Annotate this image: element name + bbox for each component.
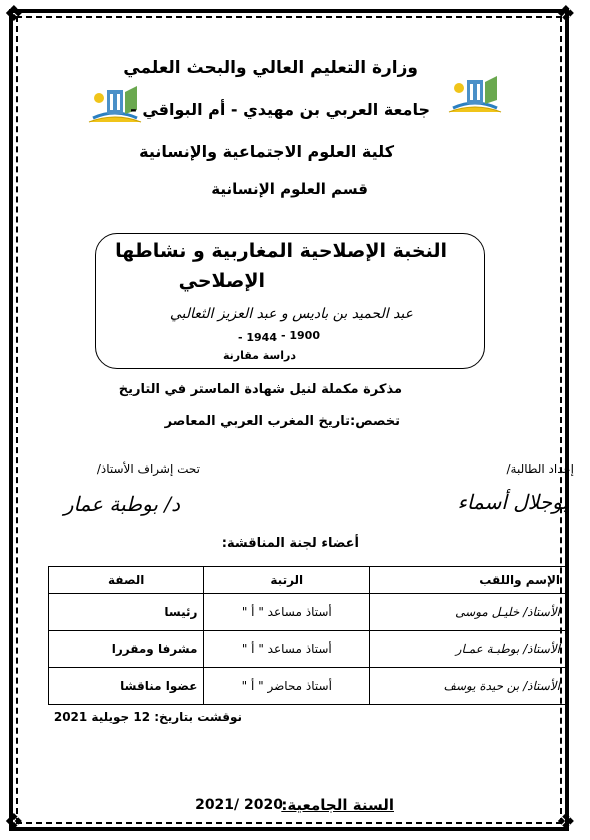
memo-specialty: تخصص:تاريخ المغرب العربي المعاصر <box>164 414 400 429</box>
student-name: بوجلال أسماء <box>457 490 568 514</box>
student-label: إعداد الطالبة/ <box>506 462 574 476</box>
corner-ornament-bottom-right: ❖ <box>556 810 576 835</box>
supervisor-label: تحت إشراف الأستاذ/ <box>96 462 200 476</box>
corner-ornament-top-right: ❖ <box>556 2 576 27</box>
member-rank: أستاذ محاضر " أ " <box>204 668 370 705</box>
column-header-rank: الرتبة <box>204 567 370 594</box>
department-name: قسم العلوم الإنسانية <box>211 180 368 198</box>
period-start: 1900 - <box>280 329 320 342</box>
member-role: مشرفا ومقررا <box>49 631 204 668</box>
column-header-role: الصفة <box>49 567 204 594</box>
member-name: الأستاذ/ بوطبـة عمـار <box>370 631 567 668</box>
member-rank: أستاذ مساعد " أ " <box>204 594 370 631</box>
member-name: الأستاذ/ خليـل موسى <box>370 594 567 631</box>
column-header-name: الإسم واللقب <box>370 567 567 594</box>
table-row <box>49 668 567 705</box>
academic-year-value: 2021/ 2020 <box>195 797 283 813</box>
period-end: 1944 - <box>237 331 277 344</box>
member-name: الأستاذ/ بن حيدة يوسف <box>370 668 567 705</box>
thesis-subtitle: عبد الحميد بن باديس و عبد العزيز الثعالبي <box>169 306 413 322</box>
memo-purpose: مذكرة مكملة لنيل شهادة الماستر في التاريخ <box>118 382 402 397</box>
academic-year-label: السنة الجامعية: <box>281 796 394 814</box>
ministry-name: وزارة التعليم العالي والبحث العلمي <box>123 58 418 78</box>
faculty-name: كلية العلوم الاجتماعية والإنسانية <box>139 142 394 161</box>
table-row <box>49 594 567 631</box>
table-row <box>49 631 567 668</box>
discussion-date: نوقشت بتاريخ: 12 جويلية 2021 <box>53 710 242 724</box>
member-role: رئيسا <box>49 594 204 631</box>
member-rank: أستاذ مساعد " أ " <box>204 631 370 668</box>
committee-table <box>48 566 567 705</box>
committee-table-header <box>49 567 567 594</box>
supervisor-name: د/ بوطبة عمار <box>63 492 180 516</box>
university-logo-right <box>445 72 505 116</box>
corner-ornament-bottom-left: ❖ <box>4 810 24 835</box>
thesis-title-line1: النخبة الإصلاحية المغاربية و نشاطها <box>115 240 447 262</box>
committee-heading: أعضاء لجنة المناقشة: <box>221 536 359 551</box>
university-name: جامعة العربي بن مهيدي - أم البواقي - <box>130 100 430 119</box>
thesis-title-line2: الإصلاحي <box>178 270 265 292</box>
study-type: دراسة مقارنة <box>222 349 296 362</box>
corner-ornament-top-left: ❖ <box>4 2 24 27</box>
member-role: عضوا مناقشا <box>49 668 204 705</box>
